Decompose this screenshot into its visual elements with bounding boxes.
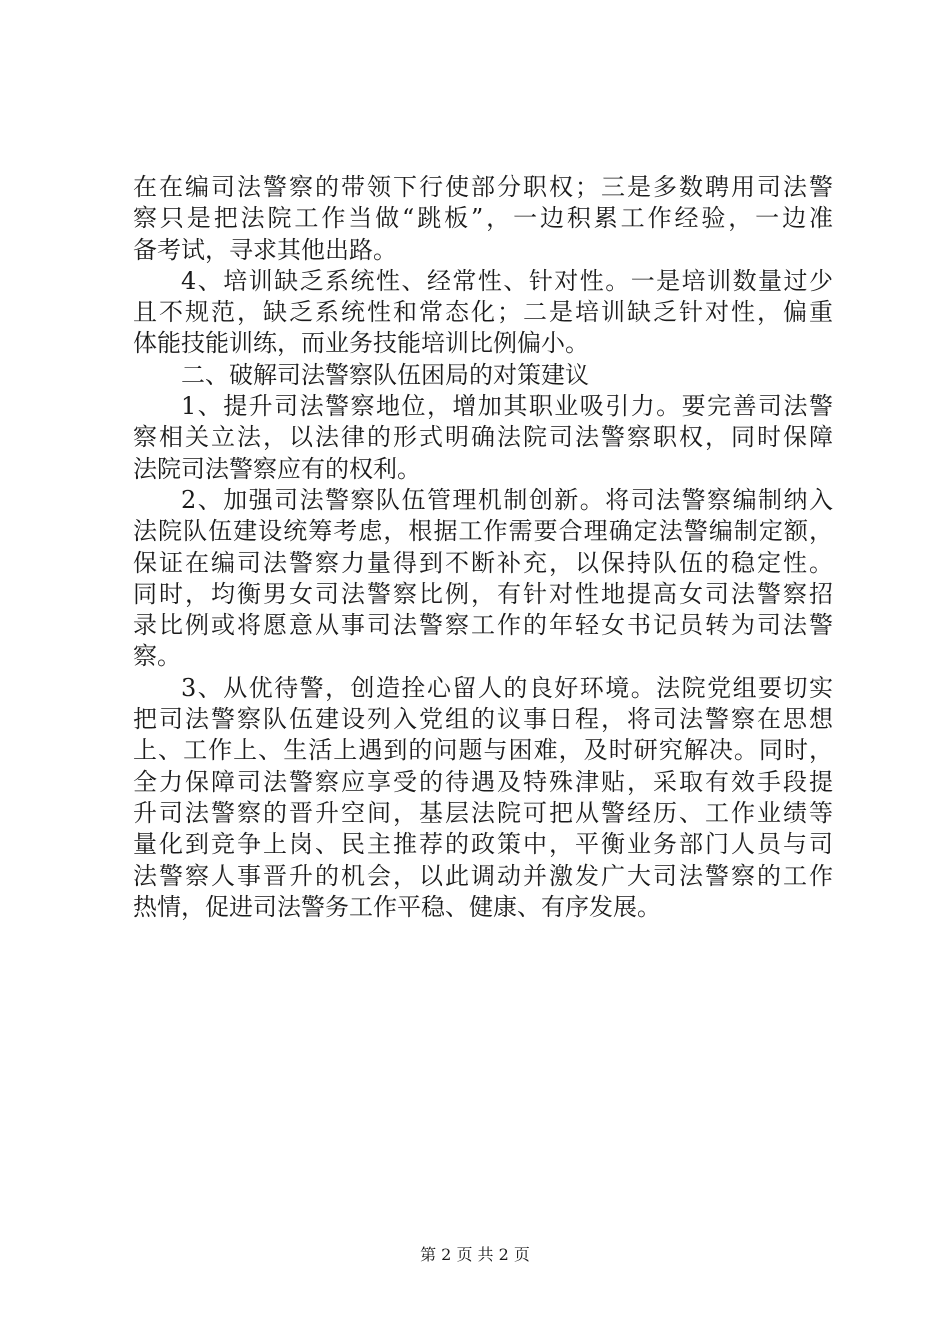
text-line: 察只是把法院工作当做“跳板”，一边积累工作经验，一边准 bbox=[133, 204, 833, 233]
text-line: 保证在编司法警察力量得到不断补充，以保持队伍的稳定性。 bbox=[133, 548, 833, 577]
page-number-footer: 第 2 页 共 2 页 bbox=[420, 1245, 530, 1264]
paragraph bbox=[133, 391, 833, 485]
text-line: 全力保障司法警察应享受的待遇及特殊津贴，采取有效手段提 bbox=[133, 767, 833, 796]
text-line: 察。 bbox=[133, 642, 181, 671]
text-line: 法院司法警察应有的权利。 bbox=[133, 454, 421, 483]
paragraph bbox=[133, 673, 833, 923]
text-line: 同时，均衡男女司法警察比例，有针对性地提高女司法警察招 bbox=[133, 579, 833, 608]
text-line: 3、从优待警，创造拴心留人的良好环境。法院党组要切实 bbox=[181, 673, 833, 702]
text-line: 1、提升司法警察地位，增加其职业吸引力。要完善司法警 bbox=[181, 392, 833, 421]
text-line: 录比例或将愿意从事司法警察工作的年轻女书记员转为司法警 bbox=[133, 611, 833, 640]
text-line: 升司法警察的晋升空间，基层法院可把从警经历、工作业绩等 bbox=[133, 798, 833, 827]
text-line: 法警察人事晋升的机会，以此调动并激发广大司法警察的工作 bbox=[133, 861, 833, 890]
section-heading bbox=[133, 360, 833, 391]
text-line: 把司法警察队伍建设列入党组的议事日程，将司法警察在思想 bbox=[133, 705, 833, 734]
text-line: 2、加强司法警察队伍管理机制创新。将司法警察编制纳入 bbox=[181, 485, 833, 514]
text-line: 4、培训缺乏系统性、经常性、针对性。一是培训数量过少 bbox=[181, 266, 833, 295]
text-line: 备考试，寻求其他出路。 bbox=[133, 235, 397, 264]
text-line: 体能技能训练，而业务技能培训比例偏小。 bbox=[133, 329, 589, 358]
text-line: 在在编司法警察的带领下行使部分职权；三是多数聘用司法警 bbox=[133, 173, 833, 201]
text-line: 二、破解司法警察队伍困局的对策建议 bbox=[181, 360, 589, 389]
paragraph bbox=[133, 485, 833, 673]
paragraph bbox=[133, 172, 833, 266]
text-line: 且不规范，缺乏系统性和常态化；二是培训缺乏针对性，偏重 bbox=[133, 298, 833, 327]
text-line: 法院队伍建设统筹考虑，根据工作需要合理确定法警编制定额， bbox=[133, 517, 833, 546]
paragraph bbox=[133, 266, 833, 360]
text-line: 量化到竞争上岗、民主推荐的政策中，平衡业务部门人员与司 bbox=[133, 830, 833, 859]
text-line: 上、工作上、生活上遇到的问题与困难，及时研究解决。同时， bbox=[133, 736, 833, 765]
text-line: 热情，促进司法警务工作平稳、健康、有序发展。 bbox=[133, 892, 661, 921]
document-body bbox=[133, 172, 833, 923]
text-line: 察相关立法，以法律的形式明确法院司法警察职权，同时保障 bbox=[133, 423, 833, 452]
